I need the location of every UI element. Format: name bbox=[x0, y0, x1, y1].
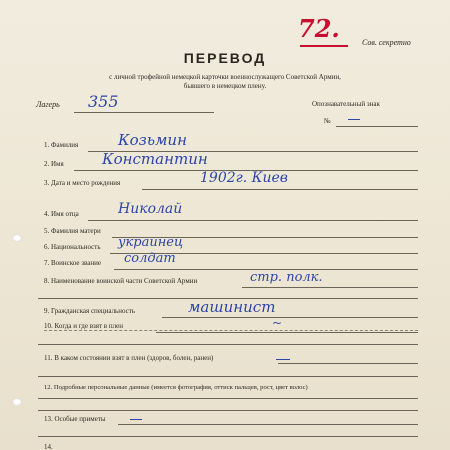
field-7-value: солдат bbox=[124, 251, 176, 266]
field-4-line bbox=[88, 220, 418, 221]
field-4-value: Николай bbox=[118, 201, 183, 217]
field-13-dash bbox=[130, 419, 142, 420]
field-1-label: 1. Фамилия bbox=[44, 141, 79, 149]
field-9-value: машинист bbox=[188, 298, 276, 316]
document-title: ПЕРЕВОД bbox=[183, 50, 267, 66]
field-10-line-2 bbox=[38, 344, 418, 345]
field-3-value: 1902г. Киев bbox=[200, 170, 288, 186]
field-12-label: 12. Подробные персональные данные (имеется фотография, оттиск пальцев, рост, цвет волос) bbox=[44, 384, 308, 391]
field-6-value: украинец bbox=[118, 235, 184, 250]
field-6-label: 6. Национальность bbox=[44, 243, 101, 251]
field-14-label: 14. bbox=[44, 443, 53, 450]
classification-label: Сов. секретно bbox=[362, 38, 411, 47]
field-13-label: 13. Особые приметы bbox=[44, 415, 106, 423]
id-number-dash bbox=[348, 119, 360, 120]
field-3-line bbox=[142, 189, 418, 190]
field-13-line-2 bbox=[38, 436, 418, 437]
field-12-line bbox=[38, 398, 418, 399]
field-7-label: 7. Воинское звание bbox=[44, 259, 101, 267]
field-2-value: Константин bbox=[102, 150, 208, 168]
field-10-label: 10. Когда и где взят в плен bbox=[44, 322, 123, 330]
field-10-strike bbox=[44, 330, 418, 331]
field-10-line bbox=[156, 332, 418, 333]
handwritten-number: 72. bbox=[298, 14, 340, 43]
field-2-label: 2. Имя bbox=[44, 160, 64, 168]
camp-label: Лагерь bbox=[36, 100, 60, 109]
id-number-line bbox=[336, 126, 418, 127]
field-3-label: 3. Дата и место рождения bbox=[44, 179, 121, 187]
field-4-label: 4. Имя отца bbox=[44, 210, 79, 218]
field-9-label: 9. Гражданская специальность bbox=[44, 307, 136, 315]
punch-hole bbox=[12, 234, 22, 242]
camp-value: 355 bbox=[88, 92, 119, 111]
field-9-underline-mark: ~ bbox=[272, 316, 283, 330]
field-5-label: 5. Фамилия матери bbox=[44, 227, 101, 235]
field-11-label: 11. В каком состоянии взят в плен (здоров, болен, ранен) bbox=[44, 354, 214, 362]
camp-line bbox=[74, 112, 214, 113]
field-13-line bbox=[118, 424, 418, 425]
subtitle-line-2: бывшего в немецком плену. bbox=[183, 82, 267, 90]
field-1-value: Козьмин bbox=[118, 131, 187, 149]
field-11-line bbox=[278, 363, 418, 364]
field-8-line bbox=[242, 287, 418, 288]
field-11-dash bbox=[276, 359, 290, 360]
field-9-line bbox=[162, 317, 418, 318]
punch-hole bbox=[12, 398, 22, 406]
field-12-line-2 bbox=[38, 410, 418, 411]
red-underline bbox=[300, 45, 348, 47]
field-8-value: стр. полк. bbox=[250, 270, 323, 285]
subtitle-line-1: с личной трофейной немецкой карточки военнослужащего Советской Армии, bbox=[109, 73, 341, 81]
id-number-label: № bbox=[324, 117, 331, 125]
id-mark-label: Опознавательный знак bbox=[312, 100, 380, 108]
field-11-line-2 bbox=[38, 376, 418, 377]
field-8-label: 8. Наименование воинской части Советской Армии bbox=[44, 277, 198, 285]
